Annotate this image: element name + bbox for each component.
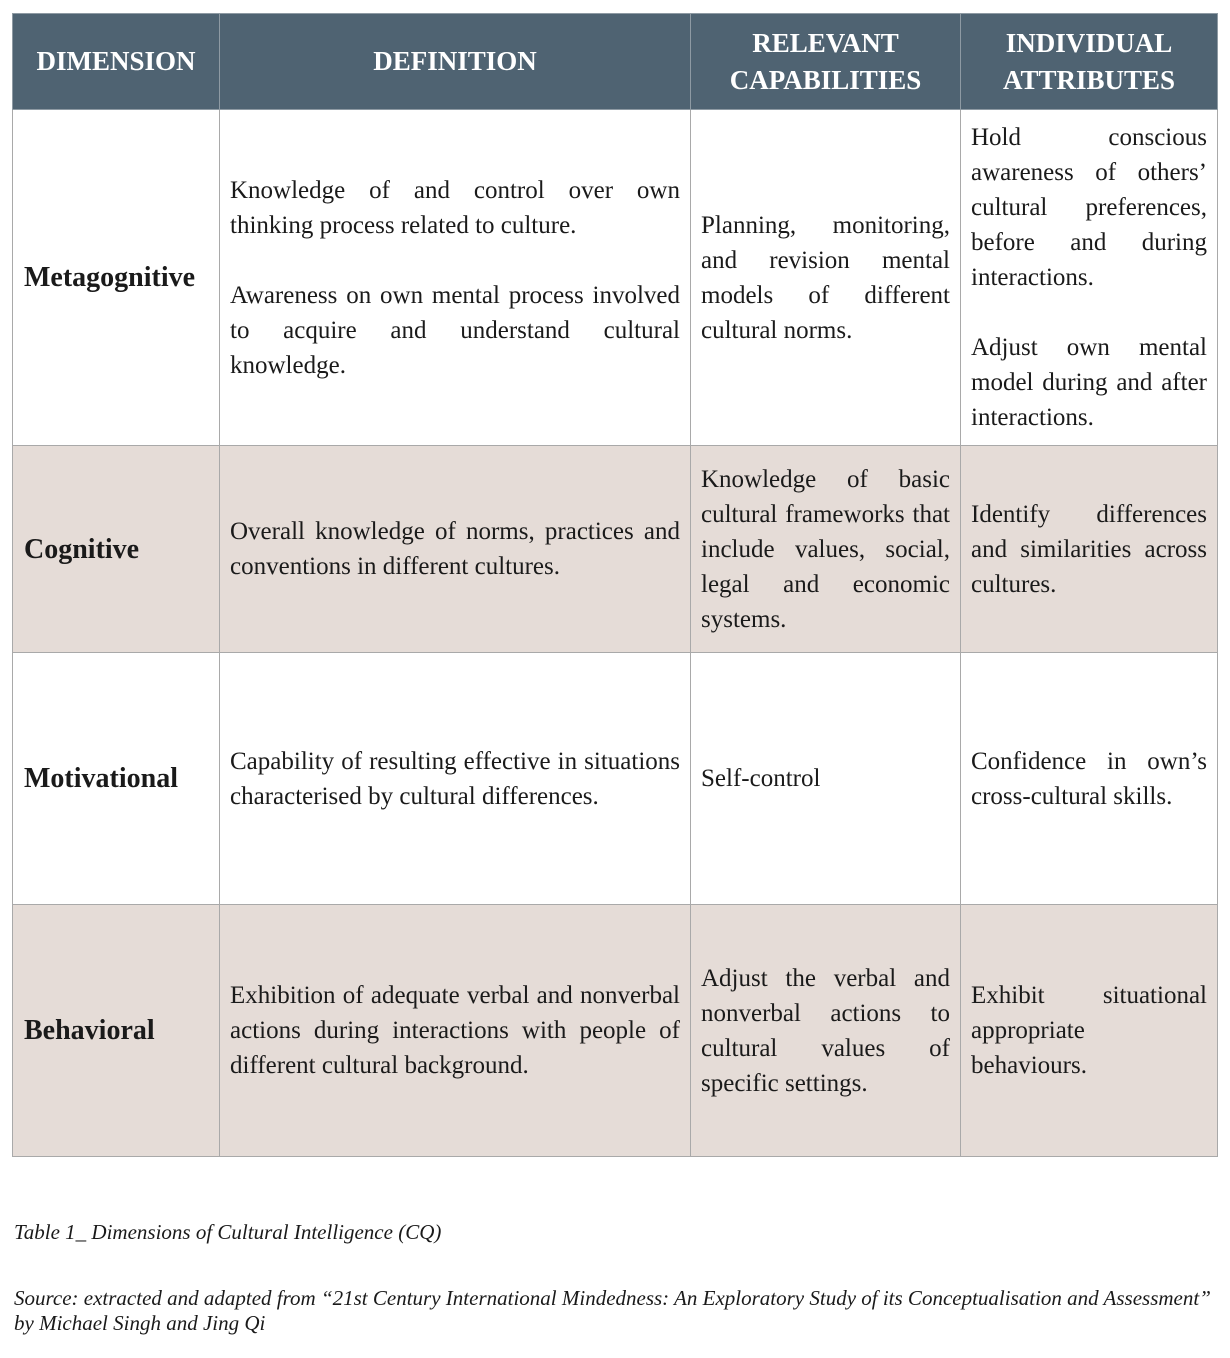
table-row-metacognitive — [13, 110, 1218, 446]
attributes-cell — [961, 653, 1218, 905]
header-dimension: DIMENSION — [13, 14, 220, 110]
attributes-cell — [961, 110, 1218, 446]
attributes-text: Hold conscious awareness of others’ cultural preferences, before and during interactions. — [971, 124, 1207, 291]
table-header — [13, 14, 1218, 110]
source-note: Source: extracted and adapted from “21st Century International Mindedness: An Exploratory Study of its Conceptualisation and Assessment” by Michael Singh and Jing Qi — [14, 1286, 1211, 1335]
header-row — [13, 14, 1218, 110]
capabilities-cell — [691, 446, 961, 653]
header-definition: DEFINITION — [220, 14, 691, 110]
attributes-cell — [961, 446, 1218, 653]
attributes-text: Exhibit situational appropriate behaviours. — [971, 982, 1207, 1079]
table-row-motivational — [13, 653, 1218, 905]
attributes-text: Adjust own mental model during and after interactions. — [971, 334, 1207, 431]
capabilities-text: Self-control — [701, 765, 821, 792]
table-row-cognitive — [13, 446, 1218, 653]
definition-cell — [220, 446, 691, 653]
definition-text: Exhibition of adequate verbal and nonverbal actions during interactions with people of different cultural background. — [230, 982, 680, 1079]
attributes-cell — [961, 905, 1218, 1157]
table-body — [13, 110, 1218, 1157]
dimension-cell: Behavioral — [13, 905, 220, 1157]
attributes-text: Identify differences and similarities across cultures. — [971, 500, 1207, 598]
dimension-cell: Metagognitive — [13, 110, 220, 446]
capabilities-text: Knowledge of basic cultural frameworks that include values, social, legal and economic systems. — [701, 465, 950, 633]
cq-dimensions-table — [12, 13, 1218, 1157]
table-caption: Table 1_ Dimensions of Cultural Intelligence (CQ) — [14, 1220, 442, 1244]
dimension-cell: Cognitive — [13, 446, 220, 653]
definition-text: Overall knowledge of norms, practices and conventions in different cultures. — [230, 518, 680, 580]
capabilities-text: Planning, monitoring, and revision mental models of different cultural norms. — [701, 211, 950, 344]
definition-text: Awareness on own mental process involved to acquire and understand cultural knowledge. — [230, 281, 680, 379]
definition-text: Knowledge of and control over own thinking process related to culture. — [230, 176, 680, 239]
capabilities-cell — [691, 110, 961, 446]
header-individual-attributes: INDIVIDUAL ATTRIBUTES — [961, 14, 1218, 110]
definition-cell — [220, 110, 691, 446]
capabilities-cell — [691, 905, 961, 1157]
capabilities-cell — [691, 653, 961, 905]
attributes-text: Confidence in own’s cross-cultural skills. — [971, 747, 1207, 810]
definition-cell — [220, 653, 691, 905]
definition-text: Capability of resulting effective in situations characterised by cultural differences. — [230, 747, 680, 810]
table-row-behavioral — [13, 905, 1218, 1157]
dimension-cell: Motivational — [13, 653, 220, 905]
header-relevant-capabilities: RELEVANT CAPABILITIES — [691, 14, 961, 110]
capabilities-text: Adjust the verbal and nonverbal actions to cultural values of specific settings. — [701, 964, 950, 1097]
definition-cell — [220, 905, 691, 1157]
